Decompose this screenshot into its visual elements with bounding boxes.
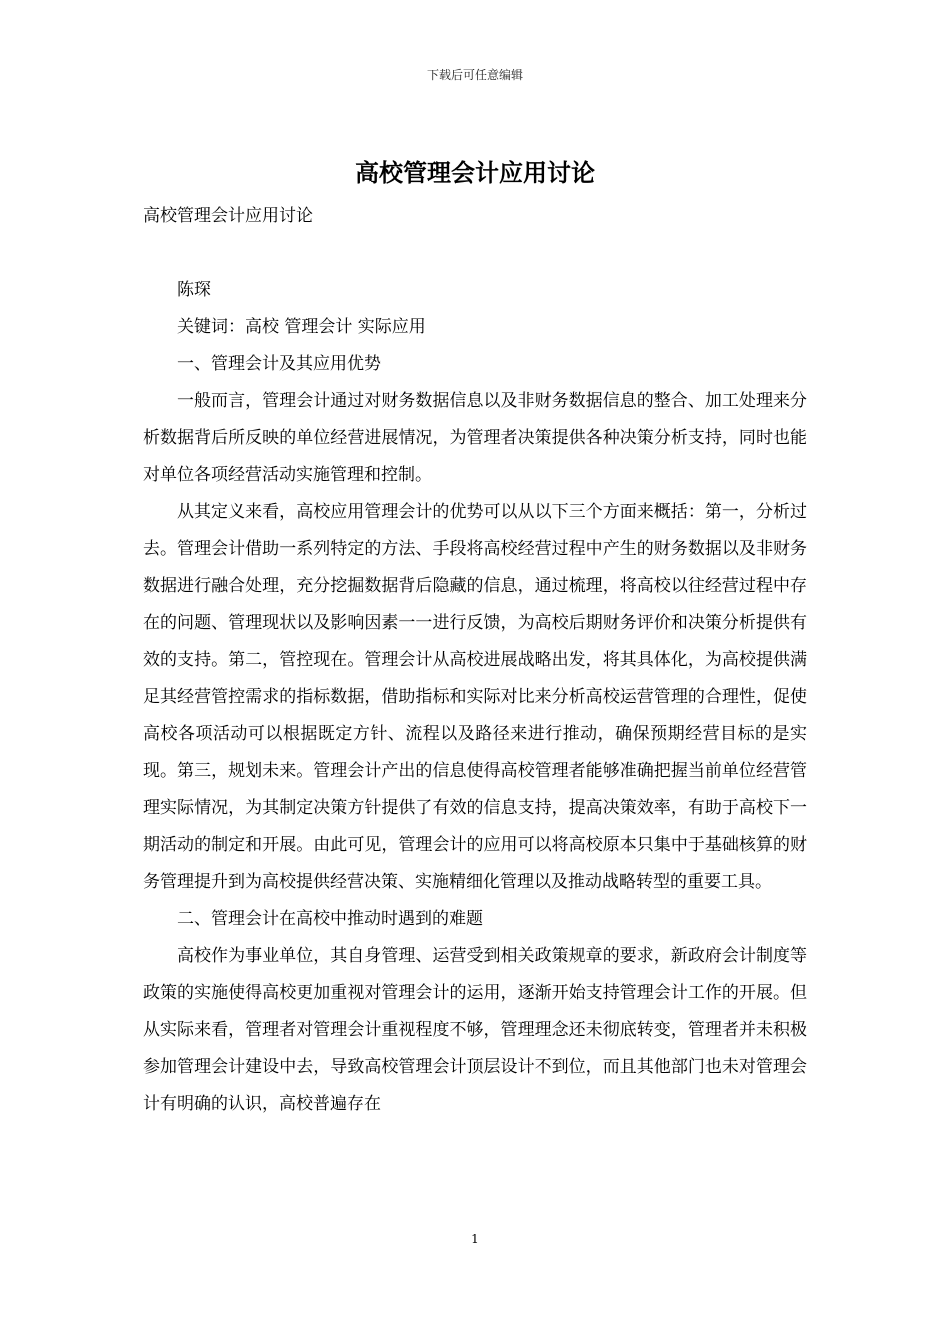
section-heading-1: 一、管理会计及其应用优势	[177, 354, 381, 374]
page-header: 下载后可任意编辑	[426, 68, 523, 82]
document-subtitle: 高校管理会计应用讨论	[143, 206, 313, 226]
author-line: 陈琛	[177, 280, 211, 300]
page-number: 1	[471, 1232, 479, 1246]
paragraph: 高校作为事业单位，其自身管理、运营受到相关政策规章的要求，新政府会计制度等政策的实施使得高校更加重视对管理会计的运用，逐渐开始支持管理会计工作的开展。但从实际来看，管理者对管理会计重视程度不够，管理理念还未彻底转变，管理者并未积极参加管理会计建设中去，导致高校管理会计顶层设计不到位，而且其他部门也未对管理会计有明确的认识，高校普遍存在	[143, 946, 807, 1114]
section-heading-2: 二、管理会计在高校中推动时遇到的难题	[177, 909, 483, 929]
paragraph: 从其定义来看，高校应用管理会计的优势可以从以下三个方面来概括：第一，分析过去。管理会计借助一系列特定的方法、手段将高校经营过程中产生的财务数据以及非财务数据进行融合处理，充分挖掘数据背后隐藏的信息，通过梳理，将高校以往经营过程中存在的问题、管理现状以及影响因素一一进行反馈，为高校后期财务评价和决策分析提供有效的支持。第二，管控现在。管理会计从高校进展战略出发，将其具体化，为高校提供满足其经营管控需求的指标数据，借助指标和实际对比来分析高校运营管理的合理性，促使高校各项活动可以根据既定方针、流程以及路径来进行推动，确保预期经营目标的是实现。第三，规划未来。管理会计产出的信息使得高校管理者能够准确把握当前单位经营管理实际情况，为其制定决策方针提供了有效的信息支持，提高决策效率，有助于高校下一期活动的制定和开展。由此可见，管理会计的应用可以将高校原本只集中于基础核算的财务管理提升到为高校提供经营决策、实施精细化管理以及推动战略转型的重要工具。	[143, 502, 807, 892]
keywords-line: 关键词：高校 管理会计 实际应用	[177, 317, 426, 337]
document-body	[143, 272, 807, 1123]
paragraph: 一般而言，管理会计通过对财务数据信息以及非财务数据信息的整合、加工处理来分析数据背后所反映的单位经营进展情况，为管理者决策提供各种决策分析支持，同时也能对单位各项经营活动实施管理和控制。	[143, 391, 807, 485]
document-title: 高校管理会计应用讨论	[355, 158, 595, 187]
